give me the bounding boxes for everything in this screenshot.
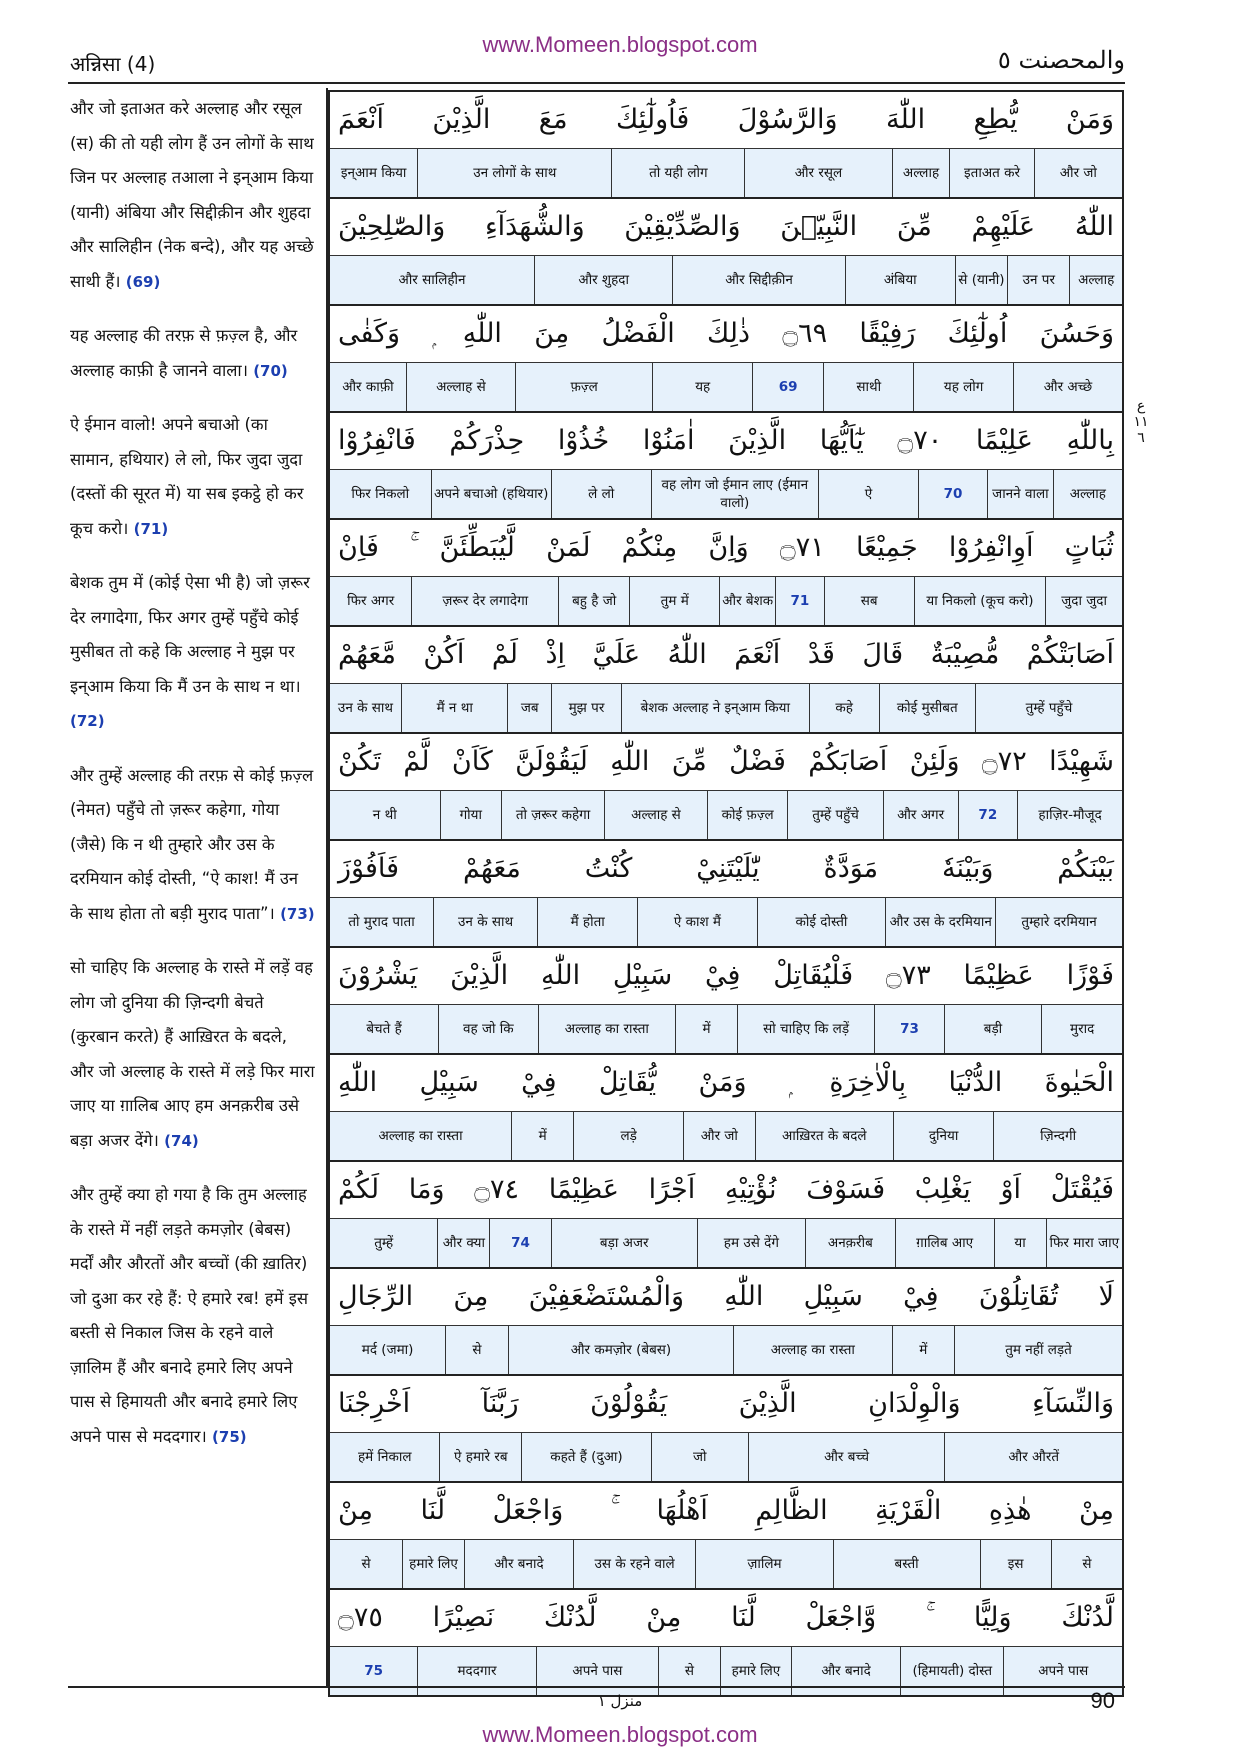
word-meaning-cell: इन्आम किया [340, 165, 407, 181]
translation-text: और तुम्हें अल्लाह की तरफ़ से कोई फ़ज़्ल (नेमत) पहुँचे तो ज़रूर कहेगा, गोया (जैसे) कि न थी तुम्हारे और उस के दरमियान कोई दोस्ती, “ऐ काश! मैं उन के साथ होता तो बड़ी मुराद पाता”। [70, 765, 314, 923]
word-meaning-cell: जब [507, 684, 551, 732]
word-meaning-cell: और बच्चे [748, 1433, 945, 1481]
word-meaning-row [330, 1539, 1122, 1588]
verse-number-cell: 71 [775, 577, 823, 625]
word-meaning-cell: अनक़रीब [805, 1219, 895, 1267]
translation-text: और तुम्हें क्या हो गया है कि तुम अल्लाह के रास्ते में नहीं लड़ते कमज़ोर (बेबस) मर्दों और औरतों और बच्चों (की ख़ातिर) जो दुआ कर रहे हैं: ऐ हमारे रब! हमें इस बस्ती से निकाल जिस के रहने वाले ज़ालिम हैं और बनादे हमारे लिए अपने पास से हिमायती और बनादे हमारे लिए अपने पास से मददगार। [70, 1185, 309, 1446]
verse-number: (72) [70, 712, 105, 730]
verse-line [328, 1267, 1124, 1374]
word-meaning-cell: और उस के दरमियान [885, 898, 995, 946]
translation-paragraph [70, 566, 315, 739]
verse-line [328, 839, 1124, 946]
translation-column [70, 92, 315, 1474]
word-meaning-cell: और शुहदा [534, 256, 672, 304]
word-meaning-cell: वह लोग जो ईमान लाए (ईमान वालो) [651, 470, 819, 518]
word-meaning-cell: और सिद्दीक़ीन [672, 256, 845, 304]
word-meaning-cell: से [361, 1556, 371, 1572]
word-meaning-cell: तुम में [629, 577, 719, 625]
word-meaning-row [330, 1111, 1122, 1160]
word-meaning-cell: तो यही लोग [611, 149, 744, 197]
word-meaning-cell: बेचते हैं [366, 1021, 402, 1037]
word-meaning-cell: से [1051, 1540, 1122, 1588]
arabic-text: بَيْنَكُمْ وَبَيْنَهٗ مَوَدَّةٌ يّٰلَيْتَنِيْ كُنْتُ مَعَهُمْ فَاَفُوْزَ [338, 853, 1114, 884]
page-number: 90 [1090, 1688, 1115, 1713]
verse-line [328, 1160, 1124, 1267]
word-meaning-cell: अपने पास [1003, 1647, 1122, 1695]
word-meaning-cell: ग़ालिब आए [895, 1219, 994, 1267]
word-meaning-cell: हमारे लिए [402, 1540, 464, 1588]
word-meaning-cell: उन के साथ [337, 700, 394, 716]
word-meaning-cell: तुम्हारे दरमियान [995, 898, 1122, 946]
word-meaning-cell: उन पर [1007, 256, 1069, 304]
verse-number: (74) [164, 1131, 199, 1150]
verse-line [328, 732, 1124, 839]
word-meaning-cell: हम उसे देंगे [697, 1219, 805, 1267]
word-meaning-cell: ऐ हमारे रब [439, 1433, 521, 1481]
word-meaning-cell: और रसूल [744, 149, 891, 197]
word-meaning-row [330, 576, 1122, 625]
translation-paragraph [70, 1178, 315, 1454]
word-meaning-cell: बड़ी [944, 1005, 1042, 1053]
word-meaning-cell: तुम्हें पहुँचे [787, 791, 882, 839]
word-meaning-cell: बस्ती [833, 1540, 980, 1588]
word-meaning-cell: तुम नहीं लड़ते [954, 1326, 1122, 1374]
word-meaning-cell: जानने वाला [987, 470, 1053, 518]
word-meaning-cell: और जो [683, 1112, 755, 1160]
verse-number-cell: 75 [364, 1663, 384, 1679]
word-meaning-row [330, 790, 1122, 839]
word-meaning-cell: मुराद [1041, 1005, 1122, 1053]
footer-url: www.Momeen.blogspot.com [482, 1722, 758, 1747]
word-meaning-cell: अल्लाह का रास्ता [538, 1005, 675, 1053]
translation-text: और जो इताअत करे अल्लाह और रसूल (स) की तो यही लोग हैं उन लोगों के साथ जिन पर अल्लाह तआला ने इन्आम किया (यानी) अंबिया और सिद्दीक़ीन और शुहदा और सालिहीन (नेक बन्दे), और यह अच्छे साथी हैं। [70, 99, 314, 291]
translation-paragraph [70, 92, 315, 299]
ruku-marker: ع ١١ ٦ [1133, 398, 1149, 446]
arabic-text: الْحَيٰوةَ الدُّنْيَا بِالْاٰخِرَةِ ۭ وَمَنْ يُّقَاتِلْ فِيْ سَبِيْلِ اللّٰهِ [338, 1067, 1114, 1098]
arabic-text: مِنْ هٰذِهِ الْقَرْيَةِ الظَّالِمِ اَهْلُهَا ۚ وَاجْعَلْ لَّنَا مِنْ [338, 1495, 1114, 1526]
word-meaning-cell: इस [980, 1540, 1051, 1588]
manzil-label: منزل ١ [597, 1692, 643, 1710]
word-meaning-cell: जो [651, 1433, 748, 1481]
verse-number-cell: 73 [874, 1005, 943, 1053]
word-meaning-cell: तुम्हें पहुँचे [975, 684, 1122, 732]
verse-line [328, 1053, 1124, 1160]
word-meaning-cell: अल्लाह से [604, 791, 707, 839]
word-meaning-cell: हमारे लिए [720, 1647, 791, 1695]
verse-number-cell: 72 [958, 791, 1018, 839]
word-meaning-cell: और क्या [437, 1219, 489, 1267]
verse-line [328, 946, 1124, 1053]
header-url: www.Momeen.blogspot.com [482, 32, 758, 57]
verse-number: (71) [133, 519, 169, 538]
surah-title: अन्निसा (4) [70, 52, 156, 76]
verse-number-cell: 69 [752, 363, 823, 411]
word-meaning-row [330, 255, 1122, 304]
verse-line [328, 1588, 1124, 1697]
word-meaning-cell: (हिमायती) दोस्त [900, 1647, 1003, 1695]
word-meaning-row [330, 148, 1122, 197]
arabic-text: فَيُقْتَلْ اَوْ يَغْلِبْ فَسَوْفَ نُؤْتِيْهِ اَجْرًا عَظِيْمًا ۝٧٤ وَمَا لَكُمْ [338, 1174, 1115, 1205]
arabic-text: لَا تُقَاتِلُوْنَ فِيْ سَبِيْلِ اللّٰهِ وَالْمُسْتَضْعَفِيْنَ مِنَ الرِّجَالِ [338, 1281, 1114, 1312]
word-meaning-cell: सब [824, 577, 914, 625]
translation-paragraph [70, 759, 315, 932]
verse-line [328, 197, 1124, 304]
arabic-text: شَهِيْدًا ۝٧٢ وَلَئِنْ اَصَابَكُمْ فَضْلٌ مِّنَ اللّٰهِ لَيَقُوْلَنَّ كَاَنْ لَّمْ تَكُنْ [338, 746, 1114, 777]
word-meaning-row [330, 469, 1122, 518]
word-meaning-cell: और औरतें [944, 1433, 1122, 1481]
verse-line [328, 304, 1124, 411]
arabic-text: بِاللّٰهِ عَلِيْمًا ۝٧٠ يٰٓاَيُّهَا الَّذِيْنَ اٰمَنُوْا خُذُوْا حِذْرَكُمْ فَانْفِرُوْا [338, 425, 1114, 456]
word-meaning-cell: जुदा जुदा [1045, 577, 1122, 625]
word-meaning-cell: मर्द (जमा) [361, 1342, 414, 1358]
translation-text: यह अल्लाह की तरफ़ से फ़ज़्ल है, और अल्लाह काफ़ी है जानने वाला। [70, 326, 298, 380]
word-meaning-cell: ज़िन्दगी [993, 1112, 1122, 1160]
verse-line [328, 1481, 1124, 1588]
verse-line [328, 518, 1124, 625]
word-meaning-cell: या [994, 1219, 1046, 1267]
word-meaning-cell: उन लोगों के साथ [417, 149, 611, 197]
arabic-text: وَالنِّسَآءِ وَالْوِلْدَانِ الَّذِيْنَ يَقُوْلُوْنَ رَبَّنَآ اَخْرِجْنَا [338, 1388, 1114, 1419]
word-meaning-cell: मददगार [417, 1647, 536, 1695]
word-meaning-cell: में [892, 1326, 955, 1374]
word-meaning-cell: से [658, 1647, 720, 1695]
word-meaning-cell: साथी [823, 363, 913, 411]
word-meaning-cell: न थी [372, 807, 397, 823]
word-meaning-cell: और अगर [883, 791, 958, 839]
bottom-rule [68, 1686, 1125, 1688]
verse-number-cell: 74 [489, 1219, 550, 1267]
word-meaning-cell: बहु है जो [558, 577, 629, 625]
juz-title: والمحصنت ٥ [997, 46, 1125, 74]
word-meaning-cell: सो चाहिए कि लड़ें [737, 1005, 874, 1053]
word-meaning-cell: और बनादे [464, 1540, 573, 1588]
word-meaning-row [330, 1432, 1122, 1481]
word-meaning-cell: तो ज़रूर कहेगा [501, 791, 604, 839]
word-meaning-cell: वह जो कि [438, 1005, 538, 1053]
verse-number: (73) [280, 904, 315, 923]
word-meaning-row [330, 1004, 1122, 1053]
word-meaning-cell: ले लो [551, 470, 651, 518]
verse-number: (70) [253, 361, 288, 380]
word-meaning-cell: फ़ज़्ल [515, 363, 652, 411]
translation-paragraph [70, 951, 315, 1158]
arabic-text: اَصَابَتْكُمْ مُّصِيْبَةٌ قَالَ قَدْ اَنْعَمَ اللّٰهُ عَلَيَّ اِذْ لَمْ اَكُنْ مَّعَهُمْ [338, 639, 1114, 670]
word-meaning-cell: हाज़िर-मौजूद [1017, 791, 1122, 839]
word-meaning-cell: अल्लाह [1069, 256, 1122, 304]
word-meaning-cell: और सालिहीन [398, 272, 466, 288]
verse-line [328, 625, 1124, 732]
word-meaning-row [330, 1218, 1122, 1267]
translation-paragraph [70, 408, 315, 546]
word-meaning-cell: फिर अगर [347, 593, 395, 609]
translation-paragraph [70, 319, 315, 388]
word-meaning-cell: अल्लाह का रास्ता [378, 1128, 463, 1144]
translation-text: बेशक तुम में (कोई ऐसा भी है) जो ज़रूर देर लगादेगा, फिर अगर तुम्हें पहुँचे कोई मुसीबत तो कहे कि अल्लाह ने मुझ पर इन्आम किया कि मैं उन के साथ न था। [70, 573, 310, 696]
word-meaning-cell: तुम्हें [374, 1235, 394, 1251]
word-meaning-cell: अंबिया [845, 256, 955, 304]
word-meaning-cell: दुनिया [893, 1112, 993, 1160]
word-meaning-cell: तो मुराद पाता [348, 914, 415, 930]
word-meaning-cell: और काफ़ी [342, 379, 394, 395]
arabic-text: ثُبَاتٍ اَوِانْفِرُوْا جَمِيْعًا ۝٧١ وَاِنَّ مِنْكُمْ لَمَنْ لَّيُبَطِّئَنَّ ۚ فَاِنْ [338, 532, 1114, 563]
word-meaning-cell: ज़रूर देर लगादेगा [411, 577, 558, 625]
word-meaning-cell: और कमज़ोर (बेबस) [508, 1326, 733, 1374]
word-meaning-cell: यह [652, 363, 752, 411]
word-meaning-cell: गोया [440, 791, 502, 839]
word-meaning-cell: लड़े [573, 1112, 683, 1160]
word-meaning-row [330, 1325, 1122, 1374]
top-rule [68, 82, 1125, 84]
arabic-text: فَوْزًا عَظِيْمًا ۝٧٣ فَلْيُقَاتِلْ فِيْ سَبِيْلِ اللّٰهِ الَّذِيْنَ يَشْرُوْنَ [338, 960, 1114, 991]
word-meaning-cell: मुझ पर [551, 684, 621, 732]
word-meaning-cell: ऐ काश मैं [637, 898, 756, 946]
word-meaning-cell: आख़िरत के बदले [755, 1112, 893, 1160]
arabic-text: وَمَنْ يُّطِعِ اللّٰهَ وَالرَّسُوْلَ فَاُولٰٓئِكَ مَعَ الَّذِيْنَ اَنْعَمَ [338, 104, 1114, 135]
word-meaning-cell: फिर मारा जाए [1046, 1219, 1122, 1267]
word-meaning-cell: या निकलो (कूच करो) [914, 577, 1046, 625]
arabic-text: وَحَسُنَ اُولٰٓئِكَ رَفِيْقًا ۝٦٩ ذٰلِكَ الْفَضْلُ مِنَ اللّٰهِ ۭ وَكَفٰى [338, 318, 1114, 349]
word-meaning-cell: बड़ा अजर [551, 1219, 697, 1267]
word-meaning-cell: ऐ [818, 470, 918, 518]
word-meaning-cell: कोई फ़ज़्ल [707, 791, 787, 839]
word-meaning-cell: और अच्छे [1013, 363, 1122, 411]
word-meaning-cell: से (यानी) [955, 256, 1008, 304]
word-meaning-cell: अल्लाह [892, 149, 950, 197]
word-meaning-cell: और बनादे [791, 1647, 900, 1695]
word-meaning-cell: और बेशक [719, 577, 775, 625]
word-meaning-cell: इताअत करे [949, 149, 1033, 197]
word-meaning-cell: ज़ालिम [695, 1540, 832, 1588]
word-meaning-cell: और जो [1034, 149, 1122, 197]
word-meaning-cell: फिर निकलो [351, 486, 410, 502]
word-meaning-cell: हमें निकाल [357, 1449, 412, 1465]
arabic-text: لَّدُنْكَ وَلِيًّا ۚ وَّاجْعَلْ لَّنَا مِنْ لَّدُنْكَ نَصِيْرًا ۝٧٥ [338, 1602, 1114, 1633]
word-meaning-cell: उन के साथ [433, 898, 537, 946]
word-meaning-cell: में [675, 1005, 737, 1053]
word-meaning-cell: यह लोग [913, 363, 1013, 411]
word-meaning-cell: अल्लाह से [406, 363, 515, 411]
word-meaning-cell: कोई मुसीबत [879, 684, 975, 732]
word-meaning-cell: कहे [809, 684, 879, 732]
word-meaning-cell: बेशक अल्लाह ने इन्आम किया [621, 684, 809, 732]
translation-text: ऐ ईमान वालो! अपने बचाओ (का सामान, हथियार) ले लो, फिर जुदा जुदा (दस्तों की सूरत में) या सब इकट्ठे हो कर कूच करो। [70, 415, 304, 538]
word-meaning-cell: से [445, 1326, 508, 1374]
word-meaning-cell: अपने बचाओ (हथियार) [431, 470, 551, 518]
word-meaning-cell: अल्लाह का रास्ता [733, 1326, 891, 1374]
translation-text: सो चाहिए कि अल्लाह के रास्ते में लड़ें वह लोग जो दुनिया की ज़िन्दगी बेचते (कुरबान करते) हैं आख़िरत के बदले, और जो अल्लाह के रास्ते में लड़े फिर मारा जाए या ग़ालिब आए हम अनक़रीब उसे बड़ा अजर देंगे। [70, 958, 315, 1150]
verse-number-cell: 70 [918, 470, 987, 518]
word-meaning-cell: अल्लाह [1053, 470, 1122, 518]
verse-number: (75) [212, 1427, 247, 1446]
word-meaning-row [330, 897, 1122, 946]
word-meaning-cell: उस के रहने वाले [573, 1540, 695, 1588]
verse-line [328, 411, 1124, 518]
word-meaning-cell: अपने पास [536, 1647, 658, 1695]
word-by-word-grid [328, 90, 1124, 1697]
word-meaning-cell: मैं न था [401, 684, 507, 732]
verse-line [328, 1374, 1124, 1481]
word-meaning-row [330, 683, 1122, 732]
arabic-text: اللّٰهُ عَلَيْهِمْ مِّنَ النَّبِيّٖنَ وَالصِّدِّيْقِيْنَ وَالشُّهَدَآءِ وَالصّٰلِحِيْنَ [338, 211, 1114, 242]
word-meaning-row [330, 362, 1122, 411]
verse-line [328, 90, 1124, 197]
verse-number: (69) [125, 272, 161, 291]
word-meaning-cell: मैं होता [537, 898, 637, 946]
word-meaning-cell: में [511, 1112, 573, 1160]
word-meaning-cell: कहते हैं (दुआ) [521, 1433, 651, 1481]
word-meaning-cell: कोई दोस्ती [757, 898, 886, 946]
